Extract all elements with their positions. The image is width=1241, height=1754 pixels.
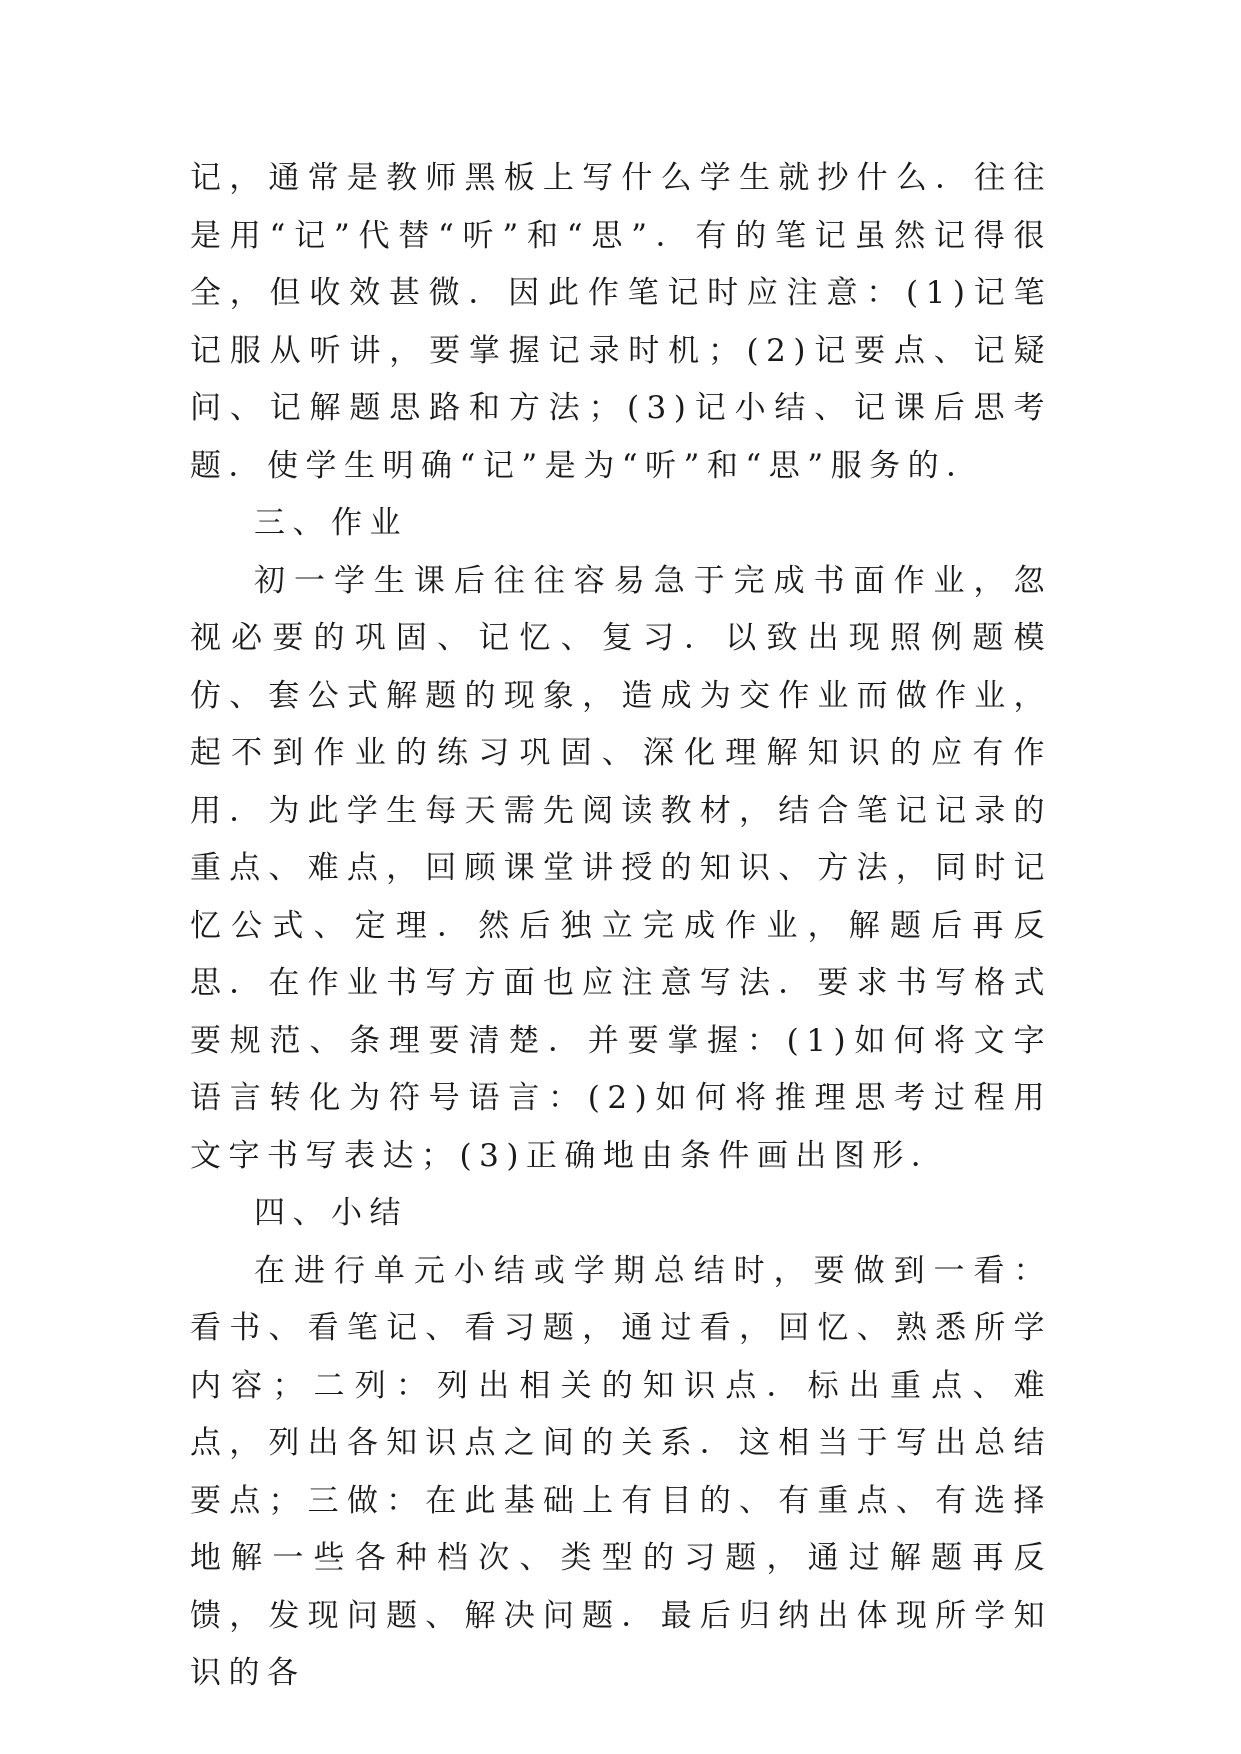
section-heading-homework: 三、作业	[254, 505, 408, 541]
paragraph-homework: 初一学生课后往往容易急于完成书面作业，忽视必要的巩固、记忆、复习．以致出现照例题模仿、套公式解题的现象，造成为交作业而做作业，起不到作业的练习巩固、深化理解知识的应有作用．为此学生每天需先阅读教材，结合笔记记录的重点、难点，回顾课堂讲授的知识、方法，同时记忆公式、定理．然后独立完成作业，解题后再反思．在作业书写方面也应注意写法．要求书写格式要规范、条理要清楚．并要掌握：(1)如何将文字语言转化为符号语言：(2)如何将推理思考过程用文字书写表达；(3)正确地由条件画出图形．	[190, 562, 1052, 1174]
paragraph-note-taking: 记，通常是教师黑板上写什么学生就抄什么．往往是用“记”代替“听”和“思”．有的笔记虽然记得很全，但收效甚微．因此作笔记时应注意：(1)记笔记服从听讲，要掌握记录时机；(2)记要点、记疑问、记解题思路和方法；(3)记小结、记课后思考题．使学生明确“记”是为“听”和“思”服务的．	[190, 160, 1052, 484]
section-heading-summary: 四、小结	[254, 1195, 408, 1231]
paragraph-summary: 在进行单元小结或学期总结时，要做到一看：看书、看笔记、看习题，通过看，回忆、熟悉所学内容；二列：列出相关的知识点．标出重点、难点，列出各知识点之间的关系．这相当于写出总结要点；三做：在此基础上有目的、有重点、有选择地解一些各种档次、类型的习题，通过解题再反馈，发现问题、解决问题．最后归纳出体现所学知识的各	[190, 1252, 1052, 1691]
document-page	[190, 150, 1052, 1703]
